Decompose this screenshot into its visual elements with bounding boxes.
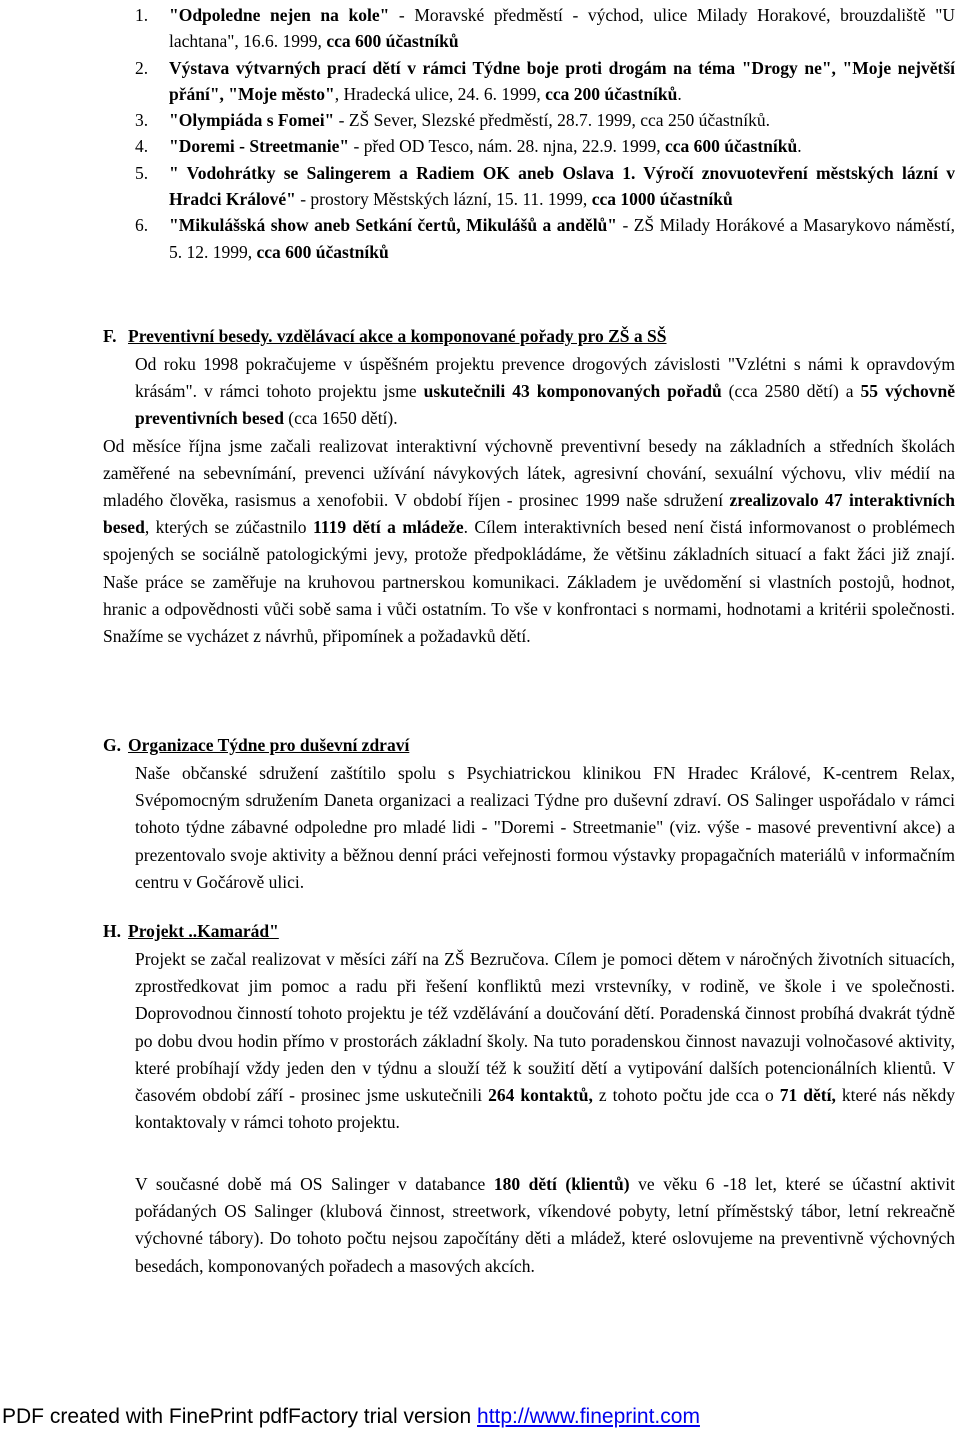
section-f xyxy=(103,323,955,650)
paragraph: V současné době má OS Salinger v databance 180 dětí (klientů) ve věku 6 -18 let, které se účastní aktivit pořádaných OS Salinger (klubová činnost, streetwork, víkendové pobyty, letní příměstský tábor, letní rekreačně výchovné tábory). Do tohoto počtu nejsou započítány děti a mládež, které oslovujeme na preventivně výchovných besedách, komponovaných pořadech a masových akcích. xyxy=(135,1174,955,1276)
paragraph: Od měsíce října jsme začali realizovat interaktivní výchovně preventivní besedy na základních a středních školách zaměřené na sebevnímání, prevenci užívání návykových látek, agresivní chování, sexuální výchovu, vliv médií na mladého člověka, rasismus a xenofobii. V období říjen - prosinec 1999 naše sdružení zrealizovalo 47 interaktivních besed, kterých se zúčastnilo 1119 dětí a mládeže. Cílem interaktivních besed není čistá informovanost o problémech spojených se sociálně patologickými jevy, protože předpokládáme, že většinu základních situací a fakt žáci již znají. Naše práce se zaměřuje na kruhovou partnerskou komunikaci. Základem je uvědomění si vlastních postojů, hodnot, hranic a odpovědnosti vůči sobě sama i vůči ostatním. To vše v konfrontaci s normami, hodnotami a kritérii společnosti. Snažíme se vycházet z návrhů, připomínek a požadavků dětí. xyxy=(103,435,956,647)
list-item: 5. " Vodohrátky se Salingerem a Radiem OK aneb Oslava 1. Výročí znovuotevření městských lázní v Hradci Králové" - prostory Městských lázní, 15. 11. 1999, cca 1000 účastníků xyxy=(135,162,955,210)
pdf-footer: PDF created with FinePrint pdfFactory trial version http://www.fineprint.com xyxy=(2,1405,700,1428)
list-item: 4. "Doremi - Streetmanie" - před OD Tesco, nám. 28. njna, 22.9. 1999, cca 600 účastníků. xyxy=(135,136,802,157)
section-heading: G. Organizace Týdne pro duševní zdraví xyxy=(103,735,410,755)
section-g xyxy=(103,732,955,896)
event-list xyxy=(135,2,955,265)
list-item: 1. "Odpoledne nejen na kole" - Moravské předměstí - východ, ulice Milady Horakové, brouzdaliště "U lachtana", 16.6. 1999, cca 600 účastníků xyxy=(135,5,955,52)
paragraph: Od roku 1998 pokračujeme v úspěšném projektu prevence drogových závislosti "Vzlétni s námi k opravdovým krásám". v rámci tohoto projektu jsme uskutečnili 43 komponovaných pořadů (cca 2580 dětí) a 55 výchovně preventivních besed (cca 1650 dětí). xyxy=(135,354,956,429)
section-heading: F. Preventivní besedy. vzdělávací akce a komponované pořady pro ZŠ a SŠ xyxy=(103,326,667,346)
list-item: 2. Výstava výtvarných prací dětí v rámci Týdne boje proti drogám na téma "Drogy ne", "Moje největší přání", "Moje město", Hradecká ulice, 24. 6. 1999, cca 200 účastníků. xyxy=(135,57,955,104)
section-h xyxy=(103,918,955,1136)
list-item: 3. "Olympiáda s Fomei" - ZŠ Sever, Slezské předměstí, 28.7. 1999, cca 250 účastníků. xyxy=(135,110,771,131)
fineprint-link[interactable]: http://www.fineprint.com xyxy=(477,1405,700,1428)
paragraph: Naše občanské sdružení zaštítilo spolu s Psychiatrickou klinikou FN Hradec Králové, K-centrem Relax, Svépomocným sdružením Daneta organizaci a realizaci Týdne pro duševní zdraví. OS Salinger uspořádalo v rámci tohoto týdne zábavné odpoledne pro mladé lidi - "Doremi - Streetmanie" (viz. výše - masové preventivní akce) a prezentovalo svoje aktivity a běžnou denní práci veřejnosti formou výstavky propagačních materiálů v informačním centru v Gočárově ulici. xyxy=(135,763,955,892)
list-item: 6. "Mikulášská show aneb Setkání čertů, Mikulášů a andělů" - ZŠ Milady Horákové a Masarykovo náměstí, 5. 12. 1999, cca 600 účastníků xyxy=(135,215,956,262)
section-heading: H. Projekt ..Kamarád" xyxy=(103,921,279,941)
paragraph: Projekt se začal realizovat v měsíci září na ZŠ Bezručova. Cílem je pomoci dětem v náročných životních situacích, zprostředkovat jim pomoc a radu při řešení konfliktů mezi vrstevníky, v rodině, ve škole i ve společnosti. Doprovodnou činností tohoto projektu je též vzdělávání a doučování dětí. Poradenská činnost probíhá dvakrát týdně po dobu dvou hodin přímo v prostorách základní školy. Na tuto poradenskou činnost navazuji volnočasové aktivity, které probíhají vždy jeden den v týdnu a slouží též k soužití dětí a vytipování dalších potencionálních klientů. V časovém období září - prosinec jsme uskutečnili 264 kontaktů, z tohoto počtu jde cca o 71 dětí, které nás někdy kontaktovaly v rámci tohoto projektu. xyxy=(135,949,955,1133)
